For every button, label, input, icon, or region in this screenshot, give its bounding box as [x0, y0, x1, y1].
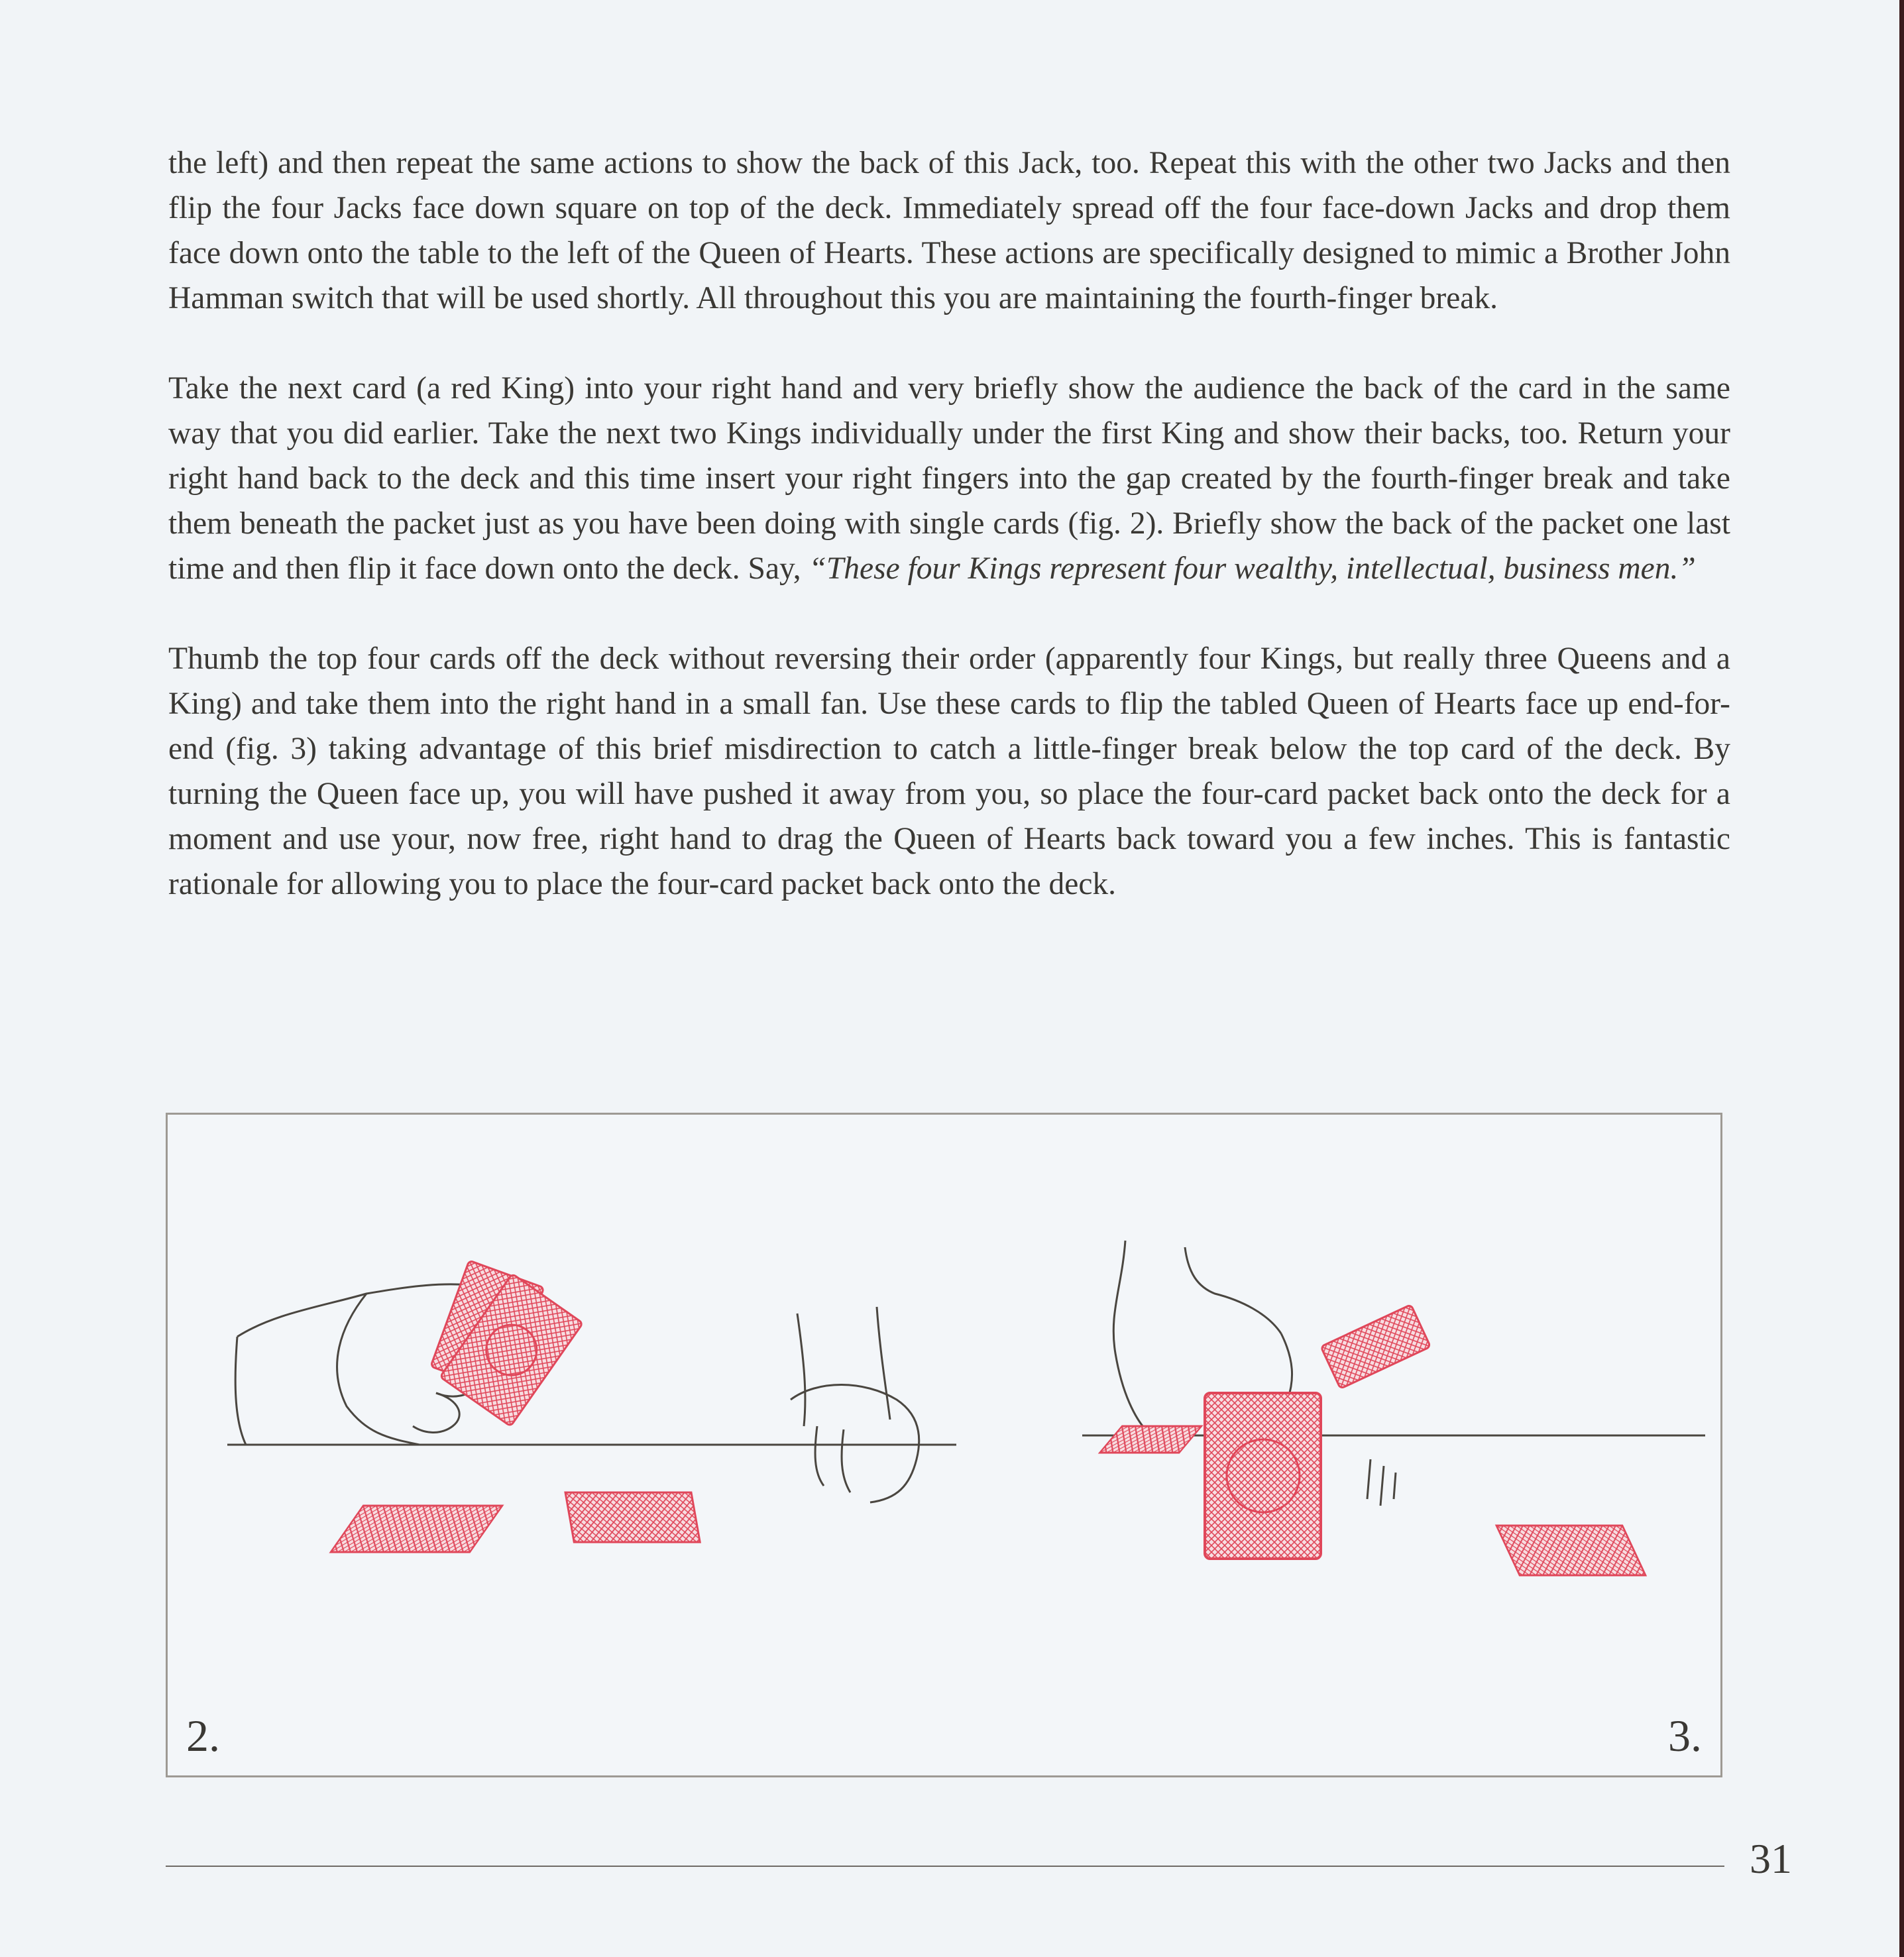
- paragraph-2: [168, 366, 1730, 591]
- body-text: [168, 140, 1730, 907]
- figure-2-drawing: [227, 1260, 956, 1552]
- figure-3-drawing: [1082, 1241, 1705, 1575]
- page-number: 31: [1750, 1835, 1792, 1882]
- illustration-svg: [168, 1115, 1720, 1775]
- paragraph-2-text: Take the next card (a red King) into your right hand and very briefly show the audience the back of the card in the same way that you did earlier. Take the next two Kings individually under the first King and show their backs, too. Return your right hand back to the deck and this time insert your right fingers into the gap created by the fourth-finger break and take them beneath the packet just as you have been doing with single cards (fig. 2). Briefly show the back of the packet one last time and then flip it face down onto the deck. Say,: [168, 371, 1730, 586]
- paragraph-1-text: the left) and then repeat the same actions to show the back of this Jack, too. Repeat this with the other two Jacks and then flip the four Jacks face down square on top of the deck. Immediately spread off the four face-down Jacks and drop them face down onto the table to the left of the Queen of Hearts. These actions are specifically designed to mimic a Brother John Hamman switch that will be used shortly. All throughout this you are maintaining the fourth-finger break.: [168, 146, 1730, 315]
- tabled-card-2: [565, 1492, 700, 1542]
- page-edge: [1899, 0, 1904, 1957]
- footer-rule: [166, 1866, 1724, 1867]
- tabled-card-3: [1099, 1426, 1202, 1453]
- paragraph-1: [168, 140, 1730, 321]
- tabled-card-4: [1496, 1526, 1646, 1575]
- figure-illustration: [166, 1113, 1722, 1777]
- figure-2-label: 2.: [186, 1710, 220, 1761]
- paragraph-2-quote: “These four Kings represent four wealthy, intellectual, business men.”: [809, 551, 1696, 586]
- figure-3-label: 3.: [1668, 1710, 1702, 1761]
- paragraph-3: [168, 636, 1730, 907]
- flipped-queen-card: [1205, 1393, 1321, 1559]
- paragraph-3-text: Thumb the top four cards off the deck without reversing their order (apparently four Kings, but really three Queens and a King) and take them into the right hand in a small fan. Use these cards to flip the tabled Queen of Hearts face up end-for-end (fig. 3) taking advantage of this brief misdirection to catch a little-finger break below the top card of the deck. By turning the Queen face up, you will have pushed it away from you, so place the four-card packet back onto the deck for a moment and use your, now free, right hand to drag the Queen of Hearts back toward you a few inches. This is fantastic rationale for allowing you to place the four-card packet back onto the deck.: [168, 642, 1730, 901]
- fan-card-3: [1321, 1305, 1431, 1389]
- tabled-card-1: [331, 1506, 502, 1552]
